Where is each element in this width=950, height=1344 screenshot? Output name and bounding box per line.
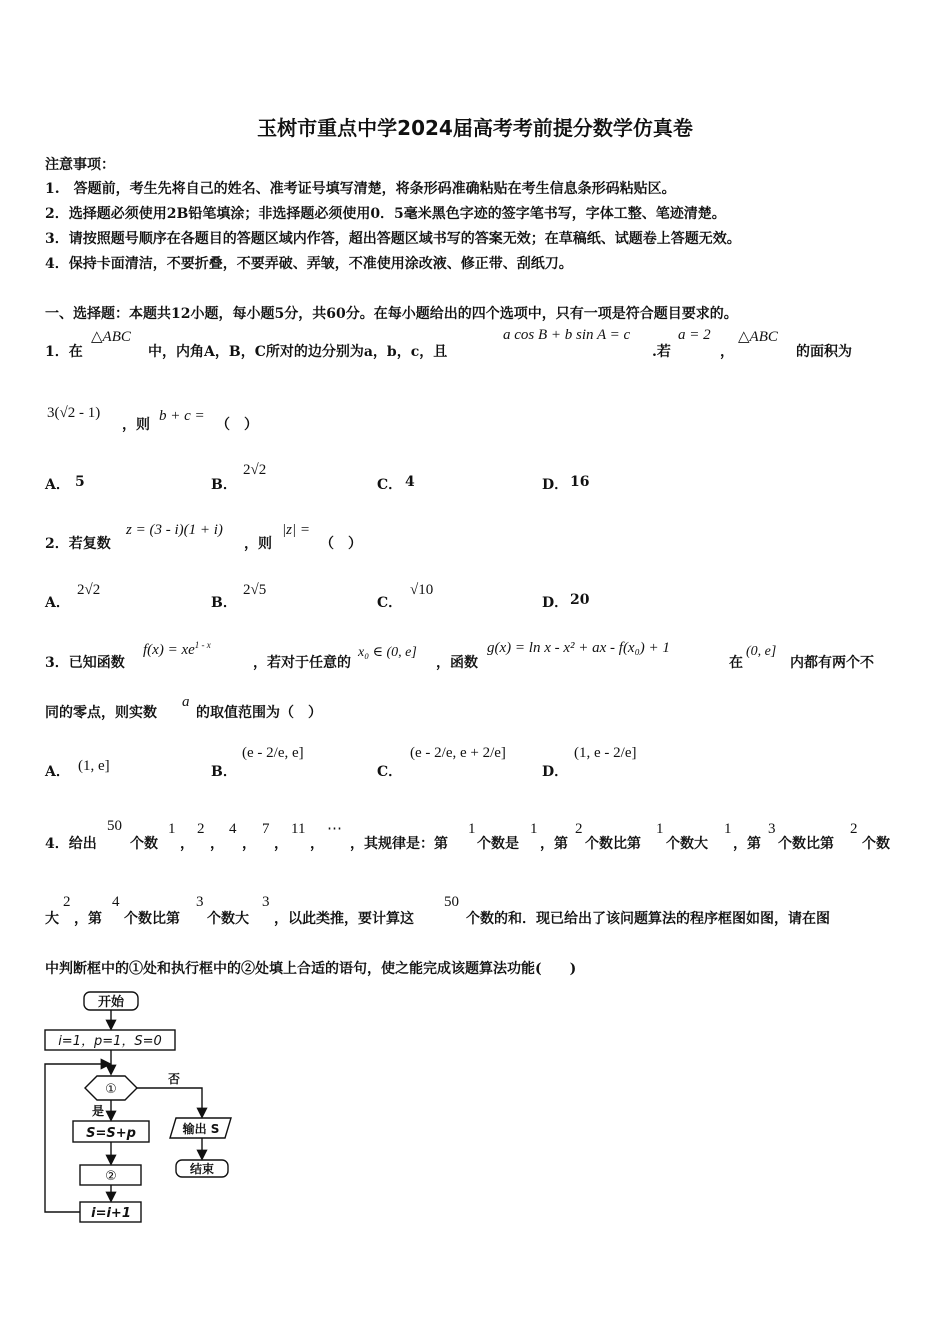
q1-option-d-value: 16 (570, 474, 590, 490)
q4-text-f: 个数比第 (585, 836, 641, 852)
q1-option-a-value: 5 (75, 474, 85, 490)
q3-option-c-label: C． (377, 764, 403, 780)
flowchart (40, 988, 250, 1233)
q3-variable: a (182, 694, 190, 710)
flow-init-label: i=1，p=1，S=0 (58, 1034, 162, 1049)
q2-text-a: 2．若复数 (45, 536, 111, 552)
q4-comma: ， (242, 836, 256, 852)
q3-option-a-value: (1, e] (78, 758, 110, 774)
q4-line2-b: ，第 (74, 911, 102, 927)
q3-text-e: 内都有两个不 (790, 655, 874, 671)
q4-text-j: 个数 (862, 836, 890, 852)
q4-n1b: 1 (656, 821, 664, 837)
q1-text-f: ，则 (122, 417, 150, 433)
q2-option-c-label: C． (377, 595, 403, 611)
q4-n4: 4 (112, 894, 120, 910)
page-title: 玉树市重点中学2024届高考考前提分数学仿真卷 (257, 116, 693, 140)
q2-ask: |z| = (282, 522, 310, 538)
q3-option-d-value: (1, e - 2/e] (574, 745, 637, 761)
q4-text-d: 个数是 (477, 836, 519, 852)
q4-line2-a: 大 (45, 911, 59, 927)
q3-option-d-label: D． (542, 764, 569, 780)
q4-comma: ， (210, 836, 224, 852)
q1-text-b: 中，内角A，B，C所对的边分别为a，b，c，且 (148, 344, 448, 360)
q4-v1: 1 (530, 821, 538, 837)
q3-function-f-base: f(x) = xe (143, 642, 195, 658)
q3-option-c-value: (e - 2/e, e + 2/e] (410, 745, 506, 761)
q4-text-h: ，第 (733, 836, 761, 852)
q4-seq-3: 4 (229, 821, 237, 837)
q3-interval: (0, e] (746, 644, 777, 659)
q1-text-d: ， (720, 344, 734, 360)
flow-start-label: 开始 (97, 995, 125, 1010)
q1-equation: a cos B + b sin A = c (503, 327, 631, 343)
q2-option-b-value: 2√5 (243, 582, 267, 598)
q3-option-b-label: B． (211, 764, 237, 780)
flow-output-label: 输出 S (182, 1122, 220, 1136)
q1-option-b-label: B． (211, 477, 237, 493)
notice-heading: 注意事项： (45, 157, 115, 173)
q4-seq-1: 1 (168, 821, 176, 837)
q4-text-i: 个数比第 (778, 836, 834, 852)
q2-option-d-label: D． (542, 595, 569, 611)
q2-option-d-value: 20 (570, 592, 590, 608)
q4-line2-f: 个数的和．现已给出了该问题算法的程序框图如图，请在图 (466, 911, 830, 927)
flow-no-label: 否 (167, 1072, 181, 1086)
q4-n2: 2 (575, 821, 583, 837)
q4-seq-2: 2 (197, 821, 205, 837)
q4-text-e: ，第 (540, 836, 568, 852)
flow-decision-label: ① (105, 1082, 117, 1097)
q3-function-g: g(x) = ln x - x² + ax - f(x₀) + 1 (487, 640, 670, 656)
q2-equation: z = (3 - i)(1 + i) (126, 522, 223, 538)
q2-option-c-value: √10 (410, 582, 434, 598)
q1-paren: （ ） (216, 417, 258, 433)
q2-paren: （ ） (320, 536, 362, 552)
q4-n3: 3 (768, 821, 776, 837)
flow-incr-label: i=i+1 (91, 1206, 131, 1221)
notice-item-1: 1. 答题前，考生先将自己的姓名、准考证号填写清楚，将条形码准确粘贴在考生信息条形码粘贴区。 (45, 181, 676, 197)
q3-option-b-value: (e - 2/e, e] (242, 745, 304, 761)
q4-n1: 1 (468, 821, 476, 837)
section-heading: 一、选择题：本题共12小题，每小题5分，共60分。在每小题给出的四个选项中，只有一项是符合题目要求的。 (45, 306, 738, 322)
q1-triangle-2: △ABC (738, 329, 778, 345)
q1-condition: a = 2 (678, 327, 711, 343)
q3-line2-a: 同的零点，则实数 (45, 705, 157, 721)
q3-line2-b: 的取值范围为（ ） (196, 705, 322, 721)
q4-count-50b: 50 (444, 894, 459, 910)
flow-end-label: 结束 (189, 1162, 215, 1176)
q4-v3: 3 (262, 894, 270, 910)
q1-text-a: 1．在 (45, 344, 83, 360)
q4-text-c: ，其规律是：第 (350, 836, 448, 852)
q3-option-a-label: A． (45, 764, 70, 780)
flow-step2-label: ② (105, 1169, 117, 1184)
q2-option-a-value: 2√2 (77, 582, 101, 598)
q1-option-d-label: D． (542, 477, 569, 493)
q4-seq-5: 11 (291, 821, 306, 837)
q4-seq-ellipsis: ⋯ (327, 821, 342, 837)
q3-text-c: ，函数 (436, 655, 478, 671)
flow-yes-label: 是 (91, 1104, 105, 1118)
flow-sum-label: S=S+p (86, 1126, 136, 1141)
q4-line2-d: 个数大 (207, 911, 249, 927)
q4-n3b: 3 (196, 894, 204, 910)
q4-comma: ， (310, 836, 324, 852)
q4-line2-e: ，以此类推，要计算这 (274, 911, 414, 927)
q4-comma: ， (274, 836, 288, 852)
q1-ask: b + c = (159, 408, 205, 424)
notice-item-3: 3．请按照题号顺序在各题目的答题区域内作答，超出答题区域书写的答案无效；在草稿纸、试题卷上答题无效。 (45, 231, 741, 247)
q4-v1b: 1 (724, 821, 732, 837)
q4-n2b: 2 (850, 821, 858, 837)
q4-text-b: 个数 (130, 836, 158, 852)
q3-text-b: ，若对于任意的 (253, 655, 351, 671)
q1-option-c-value: 4 (405, 474, 415, 490)
q1-area: 3(√2 - 1) (47, 405, 101, 421)
q4-comma: ， (180, 836, 194, 852)
q1-option-b-value: 2√2 (243, 462, 267, 478)
notice-item-2: 2．选择题必须使用2B铅笔填涂；非选择题必须使用0．5毫米黑色字迹的签字笔书写，字体工整、笔迹清楚。 (45, 206, 726, 222)
q3-function-f-exponent: 1 - x (194, 640, 211, 650)
q1-text-c: .若 (652, 344, 671, 360)
q3-x0: x₀ ∈ (0, e] (358, 645, 417, 660)
q1-option-a-label: A． (45, 477, 70, 493)
q1-triangle: △ABC (91, 329, 131, 345)
notice-item-4: 4．保持卡面清洁，不要折叠，不要弄破、弄皱，不准使用涂改液、修正带、刮纸刀。 (45, 256, 573, 272)
q3-function-f (143, 640, 211, 659)
flow-no-arrow (137, 1088, 202, 1116)
q2-text-b: ，则 (244, 536, 272, 552)
q2-option-b-label: B． (211, 595, 237, 611)
q4-line2-c: 个数比第 (124, 911, 180, 927)
q4-text-a: 4．给出 (45, 836, 97, 852)
q4-count-50: 50 (107, 818, 122, 834)
q2-option-a-label: A． (45, 595, 70, 611)
q3-text-a: 3．已知函数 (45, 655, 125, 671)
q4-seq-4: 7 (262, 821, 270, 837)
q1-option-c-label: C． (377, 477, 403, 493)
q1-text-e: 的面积为 (796, 344, 852, 360)
q4-v2: 2 (63, 894, 71, 910)
q3-text-d: 在 (729, 655, 743, 671)
q4-line3: 中判断框中的①处和执行框中的②处填上合适的语句，使之能完成该题算法功能( ) (45, 961, 577, 977)
q4-text-g: 个数大 (666, 836, 708, 852)
